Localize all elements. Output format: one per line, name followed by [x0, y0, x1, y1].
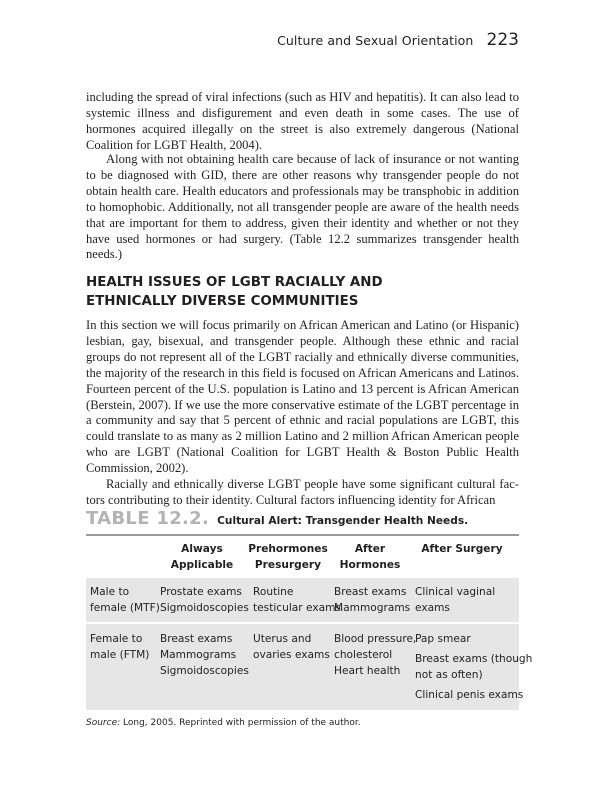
column-header-prehormones-presurgery: Prehormones Presurgery: [248, 543, 328, 571]
mtf-after-surgery: Clinical vaginal exams: [415, 586, 496, 614]
paragraph-2: [86, 152, 519, 263]
section-body: [86, 318, 519, 509]
table-top-rule: [86, 534, 519, 536]
paragraph-1: [86, 90, 519, 154]
ftm-after-surgery: Pap smear Breast exams (though not as often) Clinical penis exams: [415, 633, 533, 701]
source-label: Source:: [86, 718, 121, 728]
ftm-prehormones: Uterus and ovaries exams: [253, 633, 330, 661]
column-header-after-surgery: After Surgery: [421, 543, 503, 555]
ftm-always-applicable: Breast exams Mammograms Sigmoidoscopies: [160, 633, 249, 677]
paragraph-3-text: In this section we will focus primarily on African American and Latino (or Hispanic) lesbian, gay, bisexual, and transgender people. Although these ethnic and racial groups do not represent all of the LGBT racially and ethnically diverse communities, the majority of the research in this field is focused on African Americans and Latinos. Fourteen percent of the U.S. population is Latino and 13 percent is African American (Berstein, 2007). If we use the more conservative estimate of the LGBT percentage in a community and say that 5 percent of ethnic and racial populations are LGBT, this could translate to as many as 2 million Latino and 2 million African American people who are LGBT (National Coalition for LGBT Health & Boston Public Health Commission, 2002).: [86, 318, 519, 476]
section-heading: [86, 273, 519, 311]
section-heading-line-2: ETHNICALLY DIVERSE COMMUNITIES: [86, 294, 359, 309]
row-label-mtf: Male to female (MTF): [90, 586, 160, 614]
section-heading-line-1: HEALTH ISSUES OF LGBT RACIALLY AND: [86, 275, 383, 290]
running-head-title: Culture and Sexual Orientation: [277, 33, 474, 48]
column-header-always-applicable: Always Applicable: [170, 543, 234, 571]
running-head: [0, 30, 519, 50]
table-label: TABLE 12.2.: [86, 508, 210, 529]
mtf-after-hormones: Breast exams Mammograms: [334, 586, 411, 614]
row-label-ftm: Female to male (FTM): [90, 633, 150, 661]
paragraph-4-text: Racially and ethnically diverse LGBT people have some significant cultural factors contributing to their identity. Cultural factors influencing identity for African: [86, 477, 519, 507]
mtf-always-applicable: Prostate exams Sigmoidoscopies: [160, 586, 249, 614]
page-number: 223: [486, 30, 519, 50]
table-title: [86, 508, 526, 529]
ftm-after-hormones: Blood pressure, cholesterol Heart health: [334, 633, 417, 677]
mtf-prehormones: Routine testicular exams: [253, 586, 341, 614]
table-caption: Cultural Alert: Transgender Health Needs.: [217, 515, 469, 527]
paragraph-2-text: Along with not obtaining health care because of lack of insurance or not wanting to be diagnosed with GID, there are other reasons why transgender people do not obtain health care. Health educators and professionals may be transphobic in addition to homophobic. Additionally, not all transgender people are aware of the health needs that are important for them to address, given their identity and whether or not they have used hormones or had surgery. (Table 12.2 summarizes transgender health needs.): [86, 152, 519, 262]
table-source-note: [86, 718, 361, 728]
source-text: Long, 2005. Reprinted with permission of the author.: [120, 718, 361, 728]
column-header-after-hormones: After Hormones: [339, 543, 401, 571]
paragraph-1-text: including the spread of viral infections (such as HIV and hepatitis). It can also lead to systemic illness and disfigurement and even death in some cases. The use of hormones acquired illegally on the street is also extremely dangerous (National Coalition for LGBT Health, 2004).: [86, 90, 519, 152]
